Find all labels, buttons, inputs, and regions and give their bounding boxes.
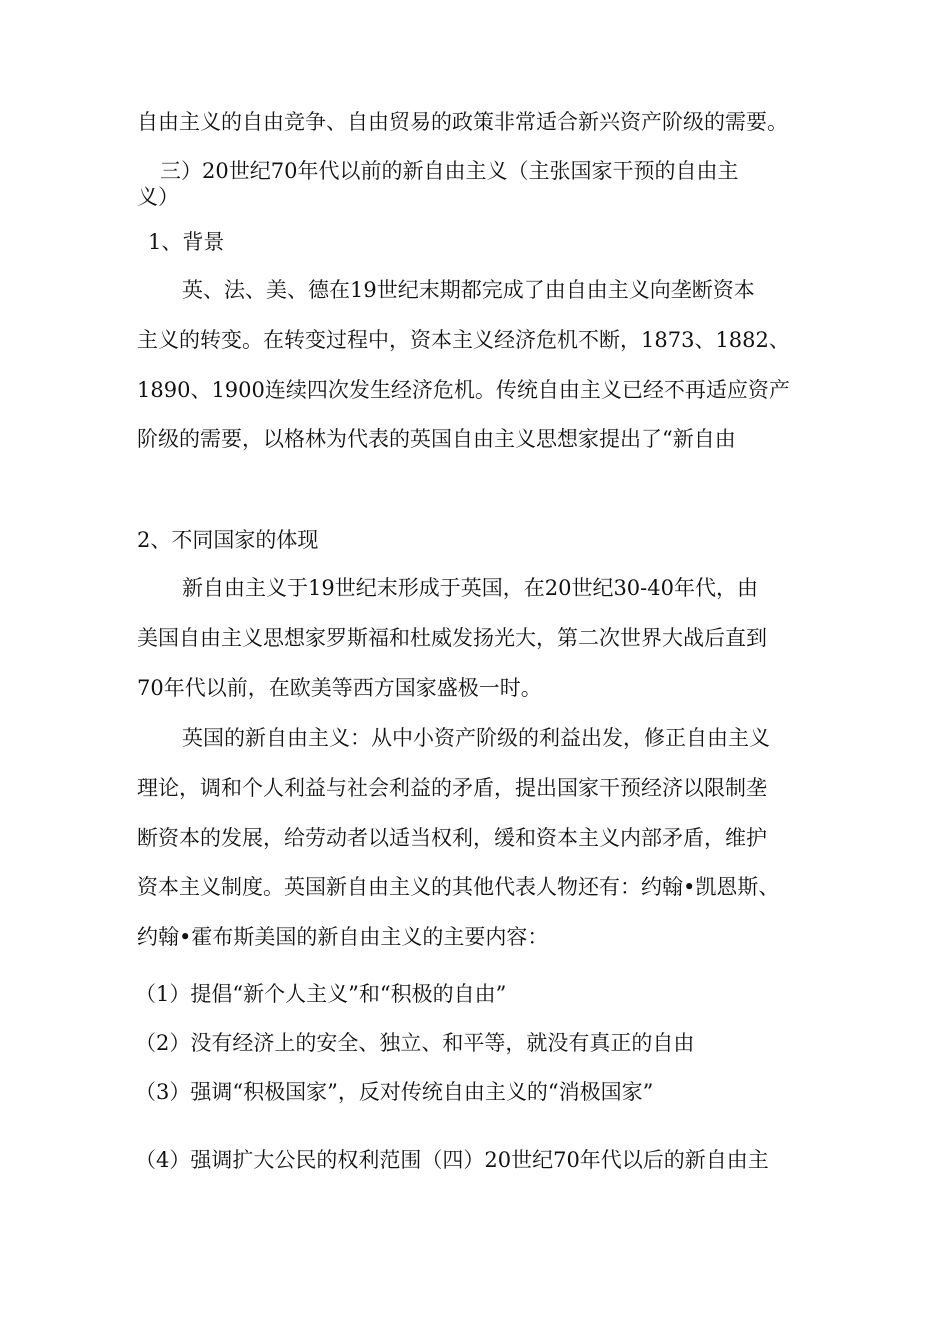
paragraph-line: 英国的新自由主义：从中小资产阶级的利益出发，修正自由主义 (182, 726, 770, 750)
paragraph-line: 约翰•霍布斯美国的新自由主义的主要内容： (137, 925, 549, 949)
paragraph-line: 自由主义的自由竞争、自由贸易的政策非常适合新兴资产阶级的需要。 (137, 110, 788, 134)
paragraph-line: 新自由主义于19世纪末形成于英国，在20世纪30-40年代，由 (182, 576, 758, 600)
list-item: （4）强调扩大公民的权利范围（四）20世纪70年代以后的新自由主 (135, 1148, 769, 1172)
paragraph-line: 英、法、美、德在19世纪末期都完成了由自由主义向垄断资本 (182, 278, 755, 302)
paragraph-line: 资本主义制度。英国新自由主义的其他代表人物还有：约翰•凯恩斯、 (137, 875, 780, 899)
list-item: （3）强调“积极国家”，反对传统自由主义的“消极国家” (135, 1080, 654, 1104)
list-item: （2）没有经济上的安全、独立、和平等，就没有真正的自由 (135, 1031, 695, 1055)
paragraph-line: 美国自由主义思想家罗斯福和杜威发扬光大，第二次世界大战后直到 (137, 626, 767, 650)
paragraph-line: 1890、1900连续四次发生经济危机。传统自由主义已经不再适应资产 (137, 378, 790, 402)
section-heading: 三）20世纪70年代以前的新自由主义（主张国家干预的自由主 (160, 159, 739, 183)
section-heading-continued: 义） (137, 185, 179, 209)
subsection-heading: 2、不同国家的体现 (137, 528, 319, 552)
paragraph-line: 阶级的需要，以格林为代表的英国自由主义思想家提出了“新自由 (137, 427, 736, 451)
subsection-heading: 1、背景 (148, 230, 225, 254)
paragraph-line: 断资本的发展，给劳动者以适当权利，缓和资本主义内部矛盾，维护 (137, 826, 767, 850)
paragraph-line: 理论，调和个人利益与社会利益的矛盾，提出国家干预经济以限制垄 (137, 776, 767, 800)
paragraph-line: 主义的转变。在转变过程中，资本主义经济危机不断，1873、1882、 (137, 328, 790, 352)
list-item: （1）提倡“新个人主义”和“积极的自由” (135, 982, 507, 1006)
paragraph-line: 70年代以前，在欧美等西方国家盛极一时。 (137, 676, 542, 700)
